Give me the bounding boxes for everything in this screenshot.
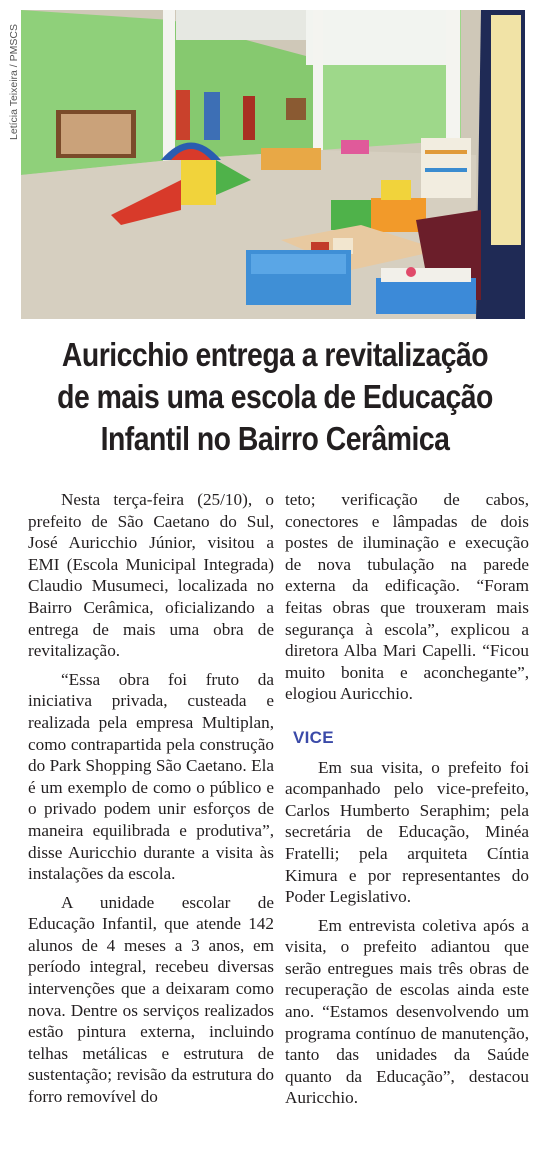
photo-credit xyxy=(6,14,22,150)
section-subhead: VICE xyxy=(293,727,334,747)
photo-credit-text: Letícia Teixeira / PMSCS xyxy=(8,24,20,140)
article-column-left xyxy=(28,489,274,1115)
article-column-right xyxy=(285,489,529,1116)
article-headline xyxy=(10,334,540,460)
body-paragraph: Em sua visita, o prefeito foi acompanhado pelo vice-prefeito, Carlos Humberto Seraphim; pela secretária de Educação, Minéa Fratelli; pela arquiteta Cíntia Kimura e por representantes do Poder Legislativo. xyxy=(285,757,529,907)
body-paragraph: A unidade escolar de Educação Infantil, que atende 142 alunos de 4 meses a 3 anos, em período integral, recebeu diversas intervenções que a deixaram como nova. Dentre os serviços realizados estão pintura externa, incluindo telhas metálicas e estrutura de sustentação; revisão da estrutura do forro removível do xyxy=(28,892,274,1107)
classroom-photo-illustration xyxy=(21,10,525,319)
body-paragraph: Nesta terça-feira (25/10), o prefeito de São Caetano do Sul, José Auricchio Júnior, visitou a EMI (Escola Municipal Integrada) Claudio Musumeci, localizada no Bairro Cerâmica, oficializando a entrega de mais uma obra de revitalização. xyxy=(28,490,274,661)
article-photo xyxy=(21,10,525,319)
body-paragraph: Em entrevista coletiva após a visita, o prefeito adiantou que serão entregues mais três obras de recuperação de escolas ainda este ano. “Estamos desenvolvendo um programa contínuo de manutenção, tanto das unidades da Saúde quanto da Educação”, destacou Auricchio. xyxy=(285,915,529,1108)
headline-line-1: Auricchio entrega a revitalização xyxy=(61,336,489,373)
body-paragraph: “Essa obra foi fruto da iniciativa privada, custeada e realizada pela empresa Multiplan, como contrapartida pela construção do Park Shopping São Caetano. Ela é um exemplo de como o público e o privado podem unir esforços de maneira equilibrada e produtiva”, disse Auricchio durante a visita às instalações da escola. xyxy=(28,669,274,884)
body-paragraph-continuation: teto; verificação de cabos, conectores e lâmpadas de dois postes de iluminação e execução de nova tubulação na parede externa da edificação. “Foram feitas obras que trouxeram mais segurança à escola”, explicou a diretora Alba Mari Capelli. “Ficou muito bonita e aconchegante”, elogiou Auricchio. xyxy=(285,490,529,704)
headline-line-3: Infantil no Bairro Cerâmica xyxy=(100,420,450,457)
headline-line-2: de mais uma escola de Educação xyxy=(57,378,493,415)
